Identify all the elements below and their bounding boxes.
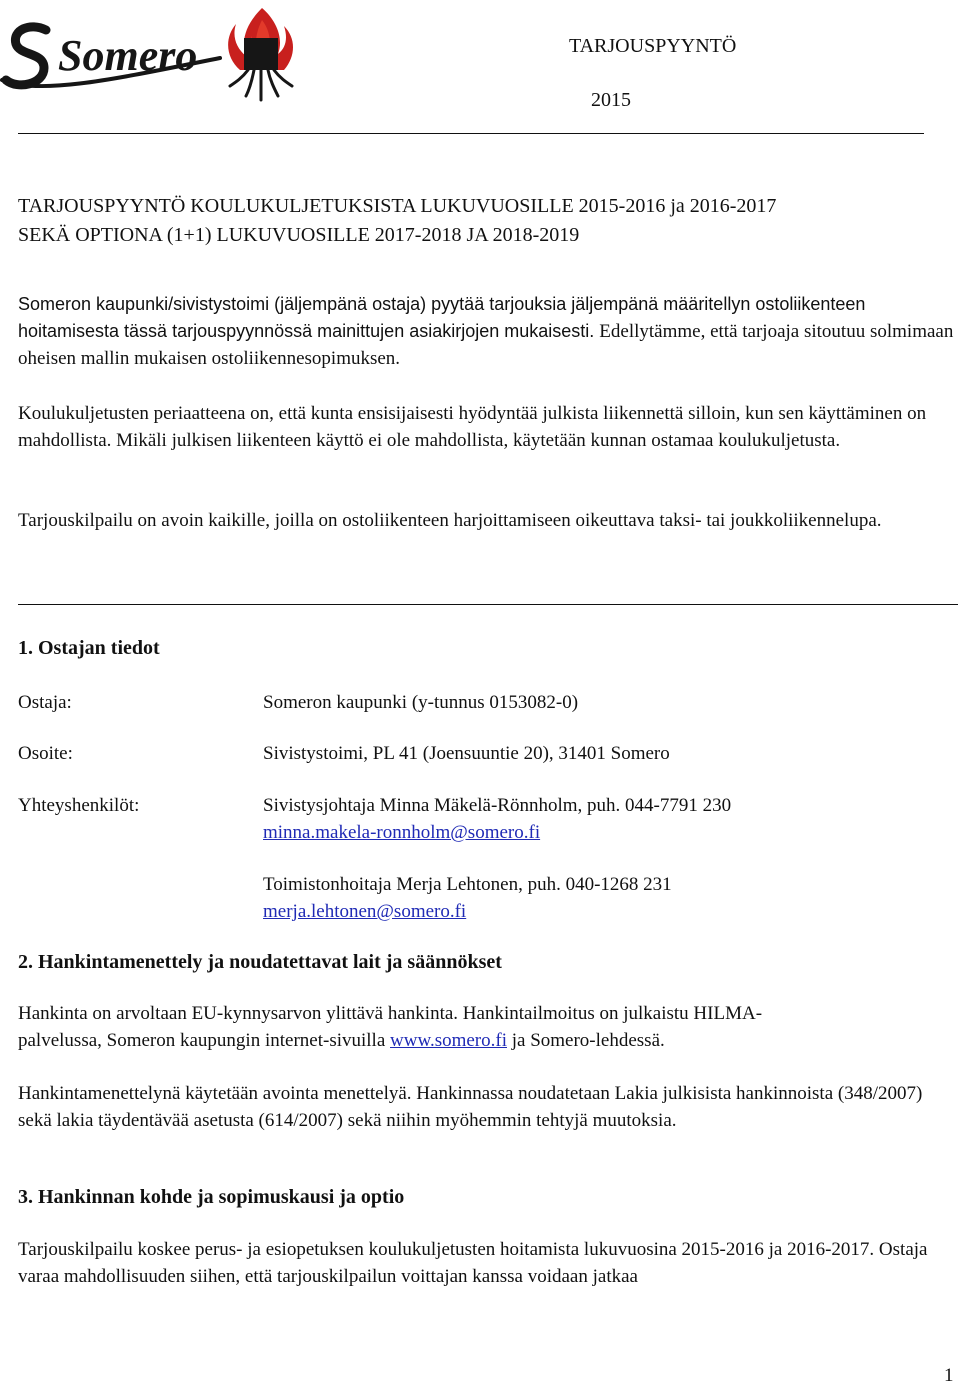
somero-logo — [0, 0, 300, 110]
contact-1-email-link[interactable]: minna.makela-ronnholm@somero.fi — [263, 822, 541, 843]
section-divider — [18, 604, 958, 605]
intro-p1-text: Someron kaupunki/sivistystoimi (jäljempänä ostaja) pyytää tarjouksia jäljempänä määritellyn ostoliikenteen hoitamisesta tässä tarjouspyynnössä mainittujen asiakirjojen mukaisesti. — [18, 294, 866, 341]
buyer-label: Ostaja: — [18, 692, 72, 713]
somero-website-link[interactable]: www.somero.fi — [390, 1030, 507, 1051]
address-label: Osoite: — [18, 743, 73, 764]
title-line-2: SEKÄ OPTIONA (1+1) LUKUVUOSILLE 2017-2018 JA 2018-2019 — [18, 224, 580, 246]
document-year: 2015 — [591, 89, 631, 111]
section-3-paragraph-1: Tarjouskilpailu koskee perus- ja esiopetuksen koulukuljetusten hoitamista lukuvuosina 2015-2016 ja 2016-2017. Ostaja varaa mahdollisuuden siihen, että tarjouskilpailun voittajan kanssa voidaan jatkaa — [18, 1239, 928, 1287]
contact-1 — [263, 792, 943, 846]
page-number: 1 — [944, 1365, 954, 1386]
title-line-1: TARJOUSPYYNTÖ KOULUKULJETUKSISTA LUKUVUOSILLE 2015-2016 ja 2016-2017 — [18, 195, 777, 217]
section-3-heading: 3. Hankinnan kohde ja sopimuskausi ja optio — [18, 1186, 405, 1208]
document-type: TARJOUSPYYNTÖ — [569, 35, 737, 57]
section-2-p1-text-post: ja Somero-lehdessä. — [506, 1030, 665, 1051]
contact-2-name: Toimistonhoitaja Merja Lehtonen, puh. 040-1268 231 — [263, 874, 672, 895]
intro-paragraph-1 — [18, 291, 958, 372]
section-1-heading: 1. Ostajan tiedot — [18, 637, 160, 659]
somero-wordmark — [2, 27, 220, 86]
contacts-label: Yhteyshenkilöt: — [18, 795, 140, 816]
header-divider — [18, 133, 924, 134]
buyer-value: Someron kaupunki (y-tunnus 0153082-0) — [263, 692, 579, 713]
intro-paragraph-3: Tarjouskilpailu on avoin kaikille, joilla on ostoliikenteen harjoittamiseen oikeuttava taksi- tai joukkoliikennelupa. — [18, 510, 882, 531]
section-2-paragraph-2: Hankintamenettelynä käytetään avointa menettelyä. Hankinnassa noudatetaan Lakia julkisista hankinnoista (348/2007) sekä lakia täydentävää asetusta (614/2007) sekä niihin myöhemmin tehtyjä muutoksia. — [18, 1083, 923, 1131]
section-2-heading: 2. Hankintamenettely ja noudatettavat lait ja säännökset — [18, 951, 502, 973]
section-2-p1-line-1: Hankinta on arvoltaan EU-kynnysarvon ylittävä hankinta. Hankintailmoitus on julkaistu HILMA- — [18, 1003, 763, 1024]
logo-wordmark-text: Somero — [58, 31, 198, 80]
contact-2-email-link[interactable]: merja.lehtonen@somero.fi — [263, 901, 467, 922]
intro-paragraph-2: Koulukuljetusten periaatteena on, että kunta ensisijaisesti hyödyntää julkista liikennettä silloin, kun sen käyttäminen on mahdollista. Mikäli julkisen liikenteen käyttö ei ole mahdollista, käytetään kunnan ostamaa koulukuljetusta. — [18, 403, 927, 451]
address-value: Sivistystoimi, PL 41 (Joensuuntie 20), 31401 Somero — [263, 743, 670, 764]
section-2-paragraph-1 — [18, 1000, 958, 1054]
intro-p1b-text: Edellytämme, että tarjoaja sitoutuu solmimaan oheisen mallin mukaisen ostoliikennesopimuksen. — [18, 321, 954, 369]
document-title — [18, 192, 948, 250]
contact-1-name: Sivistysjohtaja Minna Mäkelä-Rönnholm, puh. 044-7791 230 — [263, 795, 732, 816]
section-2-p1-text-pre: palvelussa, Someron kaupungin internet-sivuilla — [18, 1030, 391, 1051]
section-2-p1-line-2 — [18, 1027, 958, 1054]
contact-2 — [263, 871, 943, 925]
flame-tree-emblem — [228, 8, 293, 100]
